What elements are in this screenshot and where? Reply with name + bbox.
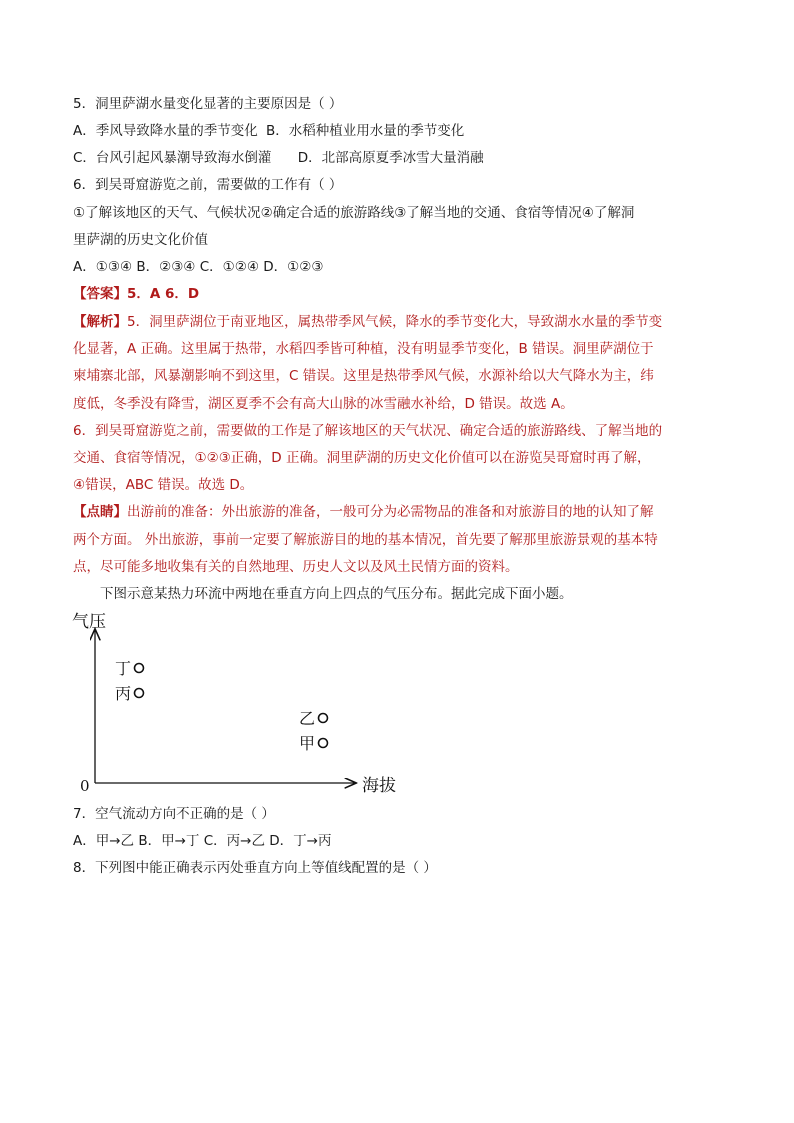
analysis-line-4: 度低，冬季没有降雪，湖区夏季不会有高大山脉的冰雪融水补给，D 错误。故选 A。 — [73, 396, 574, 412]
analysis-line-2: 化显著，A 正确。这里属于热带，水稻四季皆可种植，没有明显季节变化，B 错误。洞里萨湖位于 — [73, 341, 654, 357]
figure-intro: 下图示意某热力环流中两地在垂直方向上四点的气压分布。据此完成下面小题。 — [100, 586, 573, 602]
q7-options: A．甲→乙 B．甲→丁 C．丙→乙 D．丁→丙 — [73, 833, 332, 849]
pressure-altitude-chart — [60, 605, 420, 805]
q6-item-line2: 里萨湖的历史文化价值 — [73, 232, 208, 248]
point-label-0: 丁 — [115, 659, 132, 678]
answer-tag: 【答案】 — [73, 286, 127, 302]
point-marker-3 — [319, 739, 328, 748]
analysis-line-6: 交通、食宿等情况，①②③正确，D 正确。洞里萨湖的历史文化价值可以在游览吴哥窟时再了解， — [73, 450, 651, 466]
x-axis-label: 海拔 — [362, 776, 396, 796]
q5-options-cd — [73, 149, 484, 167]
y-axis-label: 气压 — [72, 612, 106, 632]
q5-option-a: A．季风导致降水量的季节变化 — [73, 123, 258, 139]
tip-line-1: 【点睛】出游前的准备：外出旅游的准备，一般可分为必需物品的准备和对旅游目的地的认知了解 — [73, 504, 654, 520]
q5-stem: 5．洞里萨湖水量变化显著的主要原因是（ ） — [73, 96, 343, 112]
q5-option-c: C．台风引起风暴潮导致海水倒灌 — [73, 150, 272, 166]
analysis-line-3: 柬埔寨北部，风暴潮影响不到这里，C 错误。这里是热带季风气候，水源补给以大气降水为主，纬 — [73, 368, 654, 384]
analysis-line-5: 6．到吴哥窟游览之前，需要做的工作是了解该地区的天气状况、确定合适的旅游路线、了解当地的 — [73, 423, 663, 439]
chart-points — [115, 659, 328, 753]
analysis-tag: 【解析】 — [73, 314, 127, 330]
point-marker-1 — [135, 689, 144, 698]
tip-line-3: 点，尽可能多地收集有关的自然地理、历史人文以及风土民情方面的资料。 — [73, 559, 519, 575]
q7-stem: 7．空气流动方向不正确的是（ ） — [73, 806, 275, 822]
q6-item-line1: ①了解该地区的天气、气候状况②确定合适的旅游路线③了解当地的交通、食宿等情况④了解洞 — [73, 205, 635, 221]
analysis-line-1: 【解析】5．洞里萨湖位于南亚地区，属热带季风气候，降水的季节变化大，导致湖水水量的季节变 — [73, 314, 663, 330]
q5-option-b: B．水稻种植业用水量的季节变化 — [266, 123, 465, 139]
origin-label: 0 — [80, 777, 90, 795]
q6-stem: 6．到吴哥窟游览之前，需要做的工作有（ ） — [73, 177, 343, 193]
answer-block — [73, 285, 199, 303]
tip-tag: 【点睛】 — [73, 504, 127, 520]
q5-option-d: D．北部高原夏季冰雪大量消融 — [297, 150, 484, 166]
tip-line-2: 两个方面。 外出旅游，事前一定要了解旅游目的地的基本情况，首先要了解那里旅游景观的基本特 — [73, 532, 658, 548]
point-label-1: 丙 — [115, 684, 132, 703]
q5-options-ab — [73, 122, 464, 140]
q6-options: A．①③④ B．②③④ C．①②④ D．①②③ — [73, 259, 324, 275]
point-marker-2 — [319, 714, 328, 723]
q8-stem: 8．下列图中能正确表示丙处垂直方向上等值线配置的是（ ） — [73, 860, 437, 876]
answer-text: 5．A 6．D — [127, 286, 200, 302]
point-marker-0 — [135, 664, 144, 673]
point-label-3: 甲 — [299, 734, 316, 753]
analysis-line-7: ④错误，ABC 错误。故选 D。 — [73, 477, 254, 493]
point-label-2: 乙 — [299, 709, 316, 728]
